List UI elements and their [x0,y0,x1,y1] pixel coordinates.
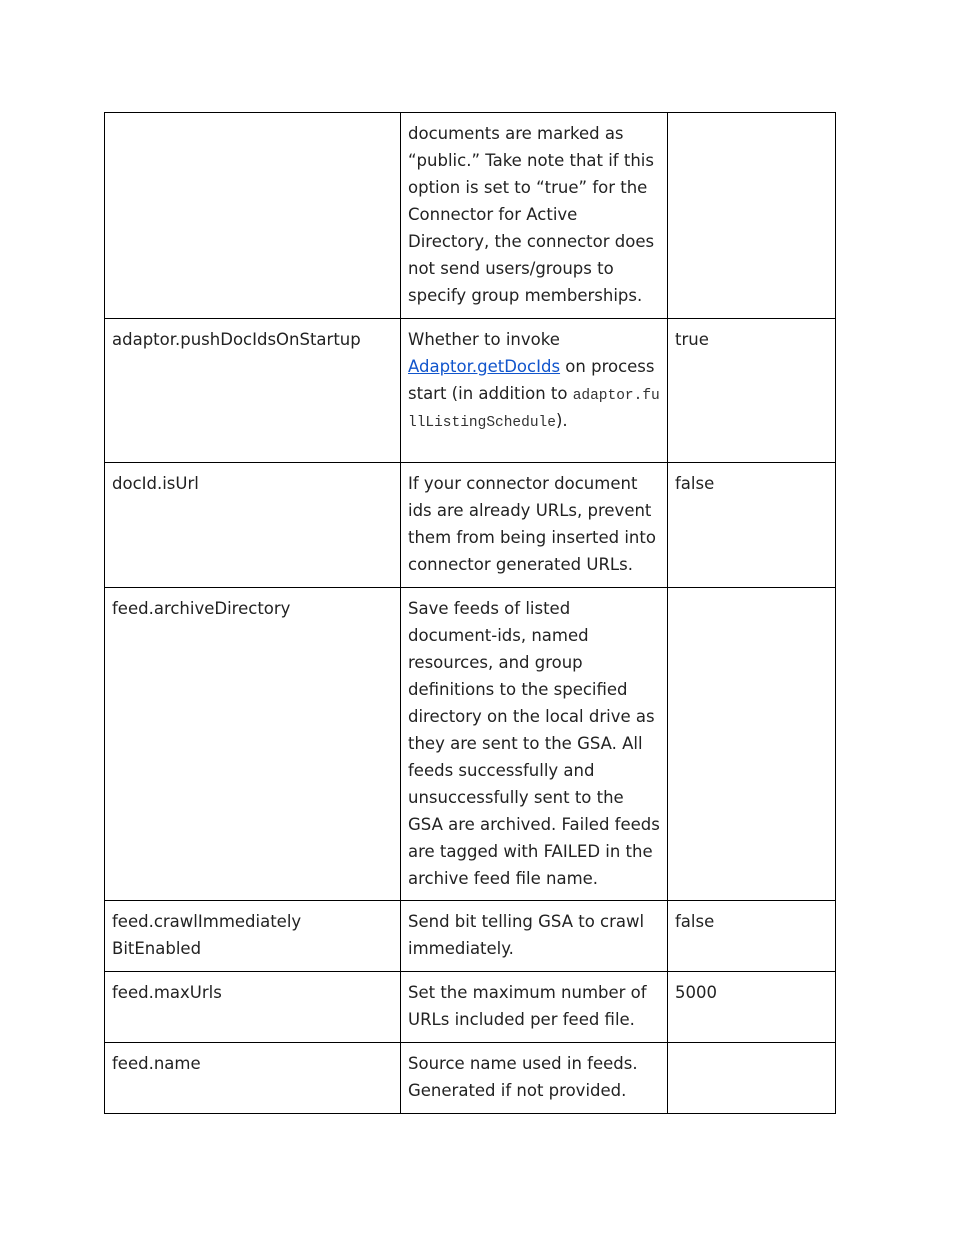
table-row [105,588,836,901]
key-cell [105,319,401,463]
description-cell: Send bit telling GSA to crawl immediately. [401,901,668,972]
description-text: ). [555,411,568,430]
key-cell [105,901,401,972]
key-name: feed.archiveDirectory [112,599,291,618]
key-cell [105,972,401,1043]
adaptor-getdocids-link[interactable]: Adaptor.getDocIds [408,357,561,376]
default-cell: 5000 [668,972,836,1043]
inline-code: adaptor.fullListingSchedule [408,388,660,431]
key-name-line-2: BitEnabled [112,939,202,958]
default-cell [668,1043,836,1114]
description-text: on process start (in addition to [408,357,655,403]
table-row [105,1043,836,1114]
description-cell: If your connector document ids are already URLs, prevent them from being inserted into connector generated URLs. [401,463,668,588]
key-cell [105,1043,401,1114]
description-cell: documents are marked as “public.” Take note that if this option is set to “true” for the Connector for Active Directory, the connector does not send users/groups to specify group memberships. [401,113,668,319]
description-text: Whether to invoke [408,330,560,349]
description-cell: Save feeds of listed document-ids, named resources, and group definitions to the specified directory on the local drive as they are sent to the GSA. All feeds successfully and unsuccessfully sent to the GSA are archived. Failed feeds are tagged with FAILED in the archive feed file name. [401,588,668,901]
default-cell: false [668,463,836,588]
key-name: adaptor.pushDocIdsOnStartup [112,330,361,349]
default-cell: false [668,901,836,972]
key-cell [105,588,401,901]
default-cell [668,113,836,319]
config-table [104,112,836,1114]
table-row [105,972,836,1043]
table-row [105,113,836,319]
table-row [105,901,836,972]
default-cell: true [668,319,836,463]
key-name-line-1: feed.crawlImmediately [112,912,302,931]
key-cell [105,113,401,319]
key-name: feed.name [112,1054,201,1073]
description-cell: Source name used in feeds. Generated if not provided. [401,1043,668,1114]
description-cell: Set the maximum number of URLs included per feed file. [401,972,668,1043]
key-name: feed.maxUrls [112,983,222,1002]
key-cell [105,463,401,588]
table-row [105,463,836,588]
key-name: docId.isUrl [112,474,199,493]
table-row [105,319,836,463]
default-cell [668,588,836,901]
description-cell [401,319,668,463]
